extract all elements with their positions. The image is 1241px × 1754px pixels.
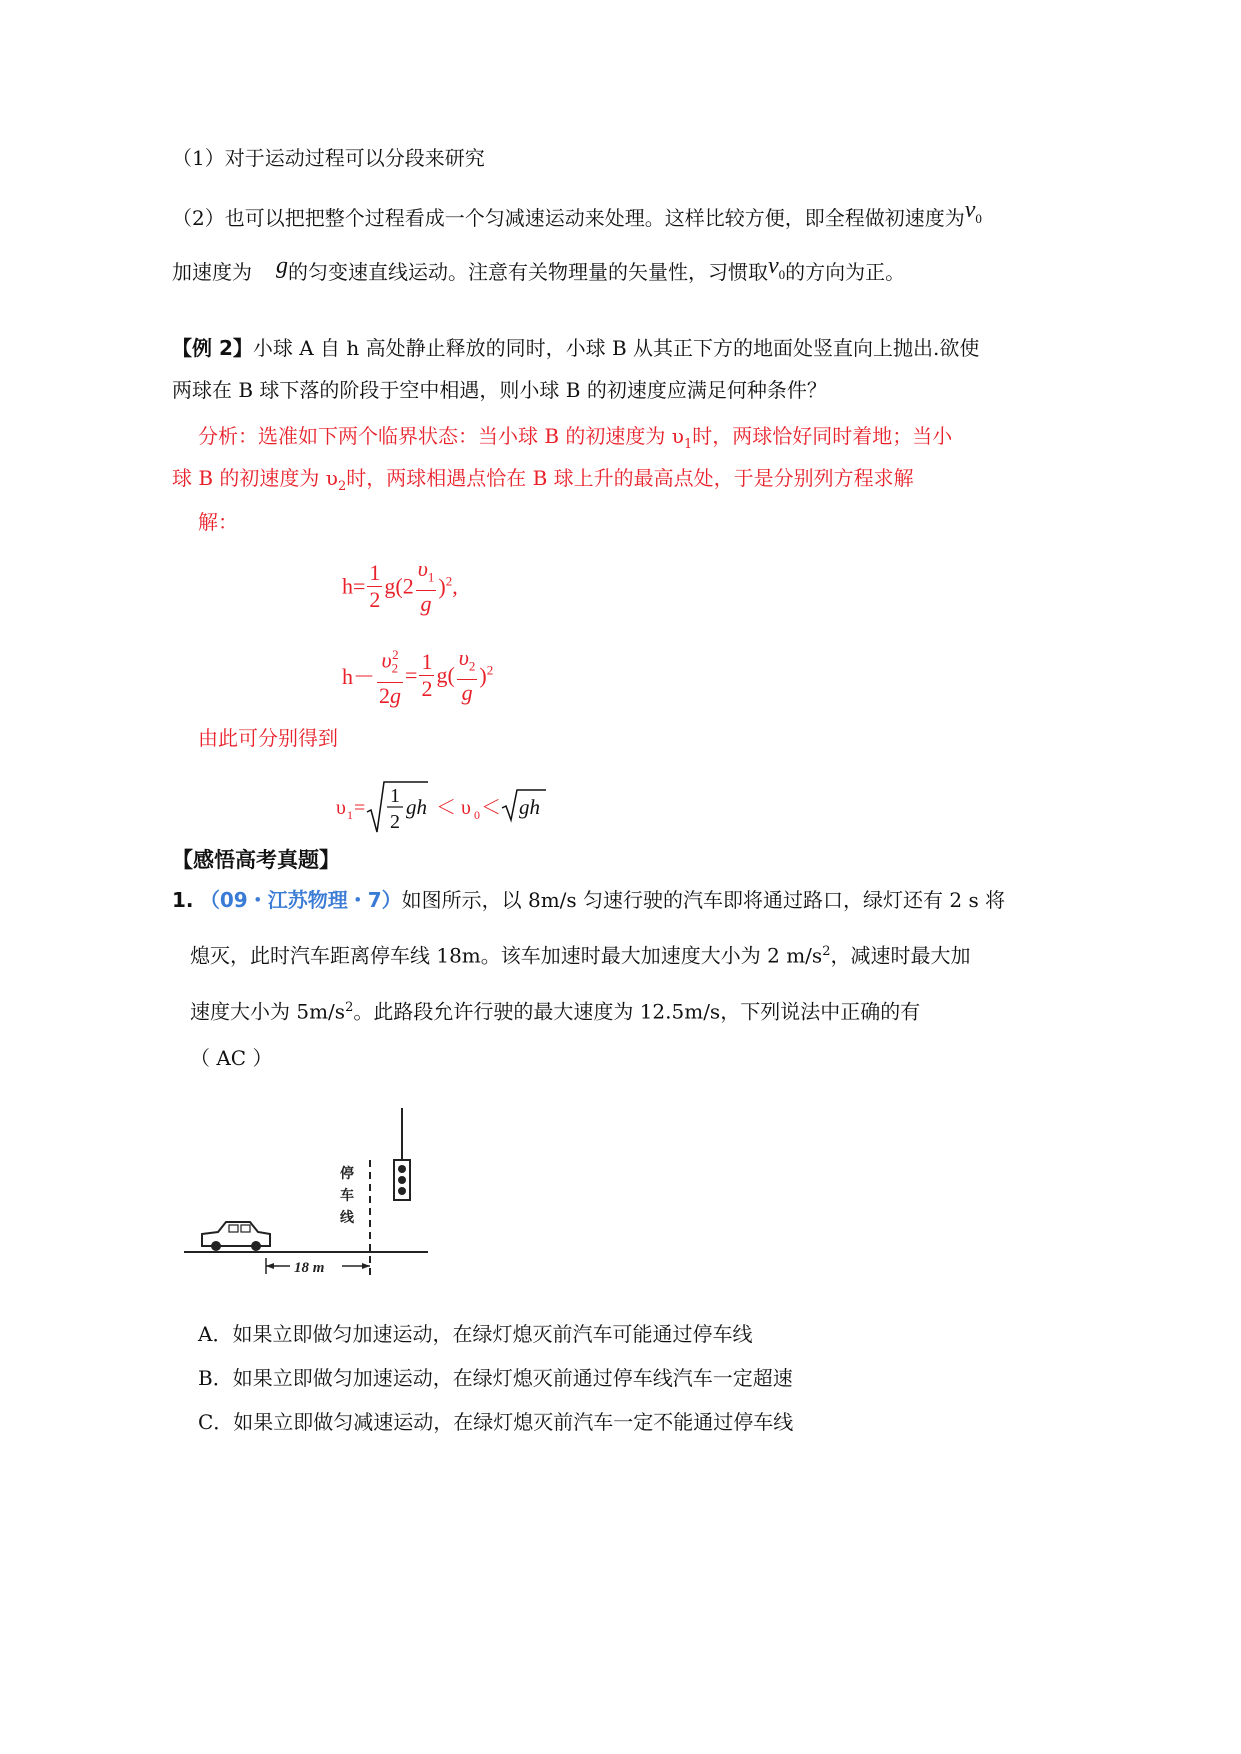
intro-line-3-mid: 的匀变速直线运动。注意有关物理量的矢量性，习惯取	[288, 260, 768, 284]
question-line-2: 熄灭，此时汽车距离停车线 18m。该车加速时最大加速度大小为 2 $m/s^2$，减速时最大加	[190, 943, 971, 968]
question-line-1	[172, 886, 1005, 914]
svg-text:υ: υ	[336, 797, 346, 819]
car-icon	[202, 1222, 270, 1251]
solve-label: 解：	[198, 510, 238, 534]
option-a: A．如果立即做匀加速运动，在绿灯熄灭前汽车可能通过停车线	[198, 1322, 753, 1346]
distance-label: 18 m	[294, 1260, 325, 1276]
stop-line-char-3: 线	[340, 1210, 354, 1226]
svg-text:gh: gh	[519, 795, 540, 819]
svg-text:＜ υ: ＜ υ	[436, 797, 471, 819]
svg-text:0: 0	[474, 808, 480, 822]
traffic-light-icon	[394, 1108, 410, 1200]
analysis-line-2: 球 B 的初速度为 $\upsilon_2$时，两球相遇点恰在 B 球上升的最高点处，于是分别列方程求解	[172, 466, 914, 494]
question-line-3: 速度大小为 $5m/s^2$。此路段允许行驶的最大速度为 12.5m/s，下列说法中正确的有	[190, 999, 921, 1024]
section-title: 【感悟高考真题】	[172, 848, 340, 872]
svg-text:1: 1	[390, 785, 400, 807]
v0-symbol-2: $v_0$	[768, 253, 786, 282]
question-number: 1.	[172, 888, 194, 912]
example-line-1-text: 小球 A 自 h 高处静止释放的同时，小球 B 从其正下方的地面处竖直向上抛出.欲使	[252, 336, 980, 360]
intro-line-3-end: 的方向为正。	[785, 260, 906, 284]
equation-1: h= $\frac{1}{2}$ g(2 $\frac{\upsilon_1}{g}$ )$^2$,	[342, 556, 458, 617]
g-symbol: g	[276, 253, 288, 279]
stop-line-char-2: 车	[340, 1188, 354, 1204]
svg-text:gh: gh	[406, 795, 427, 819]
svg-text:＜: ＜	[481, 797, 501, 819]
question-line-1-text: 如图所示，以 8m/s 匀速行驶的汽车即将通过路口，绿灯还有 2 s 将	[401, 888, 1006, 912]
equation-3	[336, 776, 576, 838]
v0-symbol: $v_0$	[964, 197, 982, 226]
intro-line-2	[172, 197, 982, 241]
option-c: C．如果立即做匀减速运动，在绿灯熄灭前汽车一定不能通过停车线	[198, 1410, 794, 1434]
example-tag: 【例 2】	[172, 336, 253, 360]
svg-text:2: 2	[390, 811, 400, 833]
svg-text:=: =	[354, 797, 366, 819]
example-line-2: 两球在 B 球下落的阶段于空中相遇，则小球 B 的初速度应满足何种条件？	[172, 378, 827, 402]
question-source: （09・江苏物理・7）	[199, 888, 402, 912]
intro-line-2-text: （2）也可以把把整个过程看成一个匀减速运动来处理。这样比较方便，即全程做初速度为	[172, 206, 965, 230]
answer-line: （ AC ）	[190, 1046, 273, 1070]
svg-text:1: 1	[347, 808, 353, 822]
intro-line-3-pre: 加速度为	[172, 260, 252, 284]
intro-line-1: （1）对于运动过程可以分段来研究	[172, 146, 485, 170]
conclusion-label: 由此可分别得到	[198, 726, 338, 750]
intro-line-3	[172, 253, 906, 295]
example-line-1	[172, 334, 979, 362]
analysis-line-1: 分析：选准如下两个临界状态：当小球 B 的初速度为 $\upsilon_1$时，两球恰好同时着地；当小	[198, 424, 953, 452]
equation-2: h－ $\frac{\upsilon_2^2}{2g}$ = $\frac{1}{2}$ g( $\frac{\upsilon_2}{g}$ )$^2$	[342, 642, 493, 709]
stop-line-char-1: 停	[340, 1166, 354, 1182]
option-b: B．如果立即做匀加速运动，在绿灯熄灭前通过停车线汽车一定超速	[198, 1366, 793, 1390]
traffic-figure	[180, 1108, 450, 1292]
